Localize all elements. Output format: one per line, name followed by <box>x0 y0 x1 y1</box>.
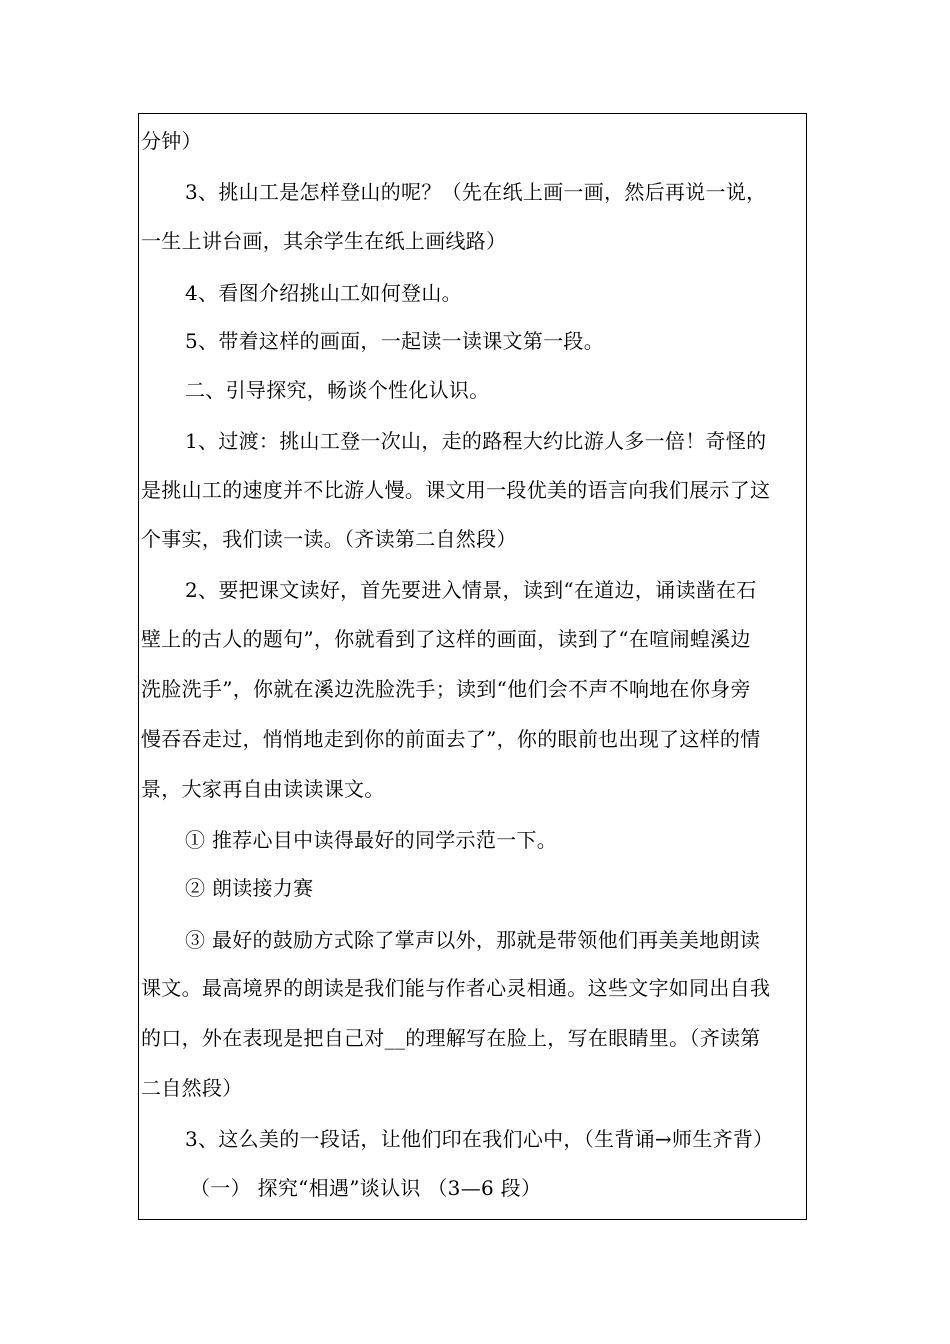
section-heading: 二、引导探究，畅谈个性化认识。 <box>185 378 490 402</box>
text-line: 洗脸洗手”，你就在溪边洗脸洗手；读到“他们会不声不响地在你身旁 <box>141 677 751 701</box>
text-line: 5、带着这样的画面，一起读一读课文第一段。 <box>185 329 605 353</box>
text-line: 个事实，我们读一读。（齐读第二自然段） <box>141 527 517 551</box>
text-line: 的口，外在表现是把自己对__的理解写在脸上，写在眼睛里。（齐读第 <box>141 1026 761 1050</box>
text-line: 4、看图介绍挑山工如何登山。 <box>185 281 462 305</box>
text-line: 分钟） <box>141 129 202 153</box>
text-line: 课文。最高境界的朗读是我们能与作者心灵相通。这些文字如同出自我 <box>141 976 771 1000</box>
text-line: 慢吞吞走过，悄悄地走到你的前面去了”，你的眼前也出现了这样的情 <box>141 727 761 751</box>
text-line: 二自然段） <box>141 1076 243 1100</box>
text-line: 是挑山工的速度并不比游人慢。课文用一段优美的语言向我们展示了这 <box>141 478 771 502</box>
text-line: 2、要把课文读好，首先要进入情景，读到“在道边，诵读凿在石 <box>185 578 757 602</box>
text-line: 壁上的古人的题句”，你就看到了这样的画面，读到了“在喧闹蝗溪边 <box>141 627 751 651</box>
text-line: 3、这么美的一段话，让他们印在我们心中，（生背诵→师生齐背） <box>185 1127 774 1151</box>
text-line: 1、过渡：挑山工登一次山，走的路程大约比游人多一倍！奇怪的 <box>185 429 767 453</box>
list-item: ② 朗读接力赛 <box>185 876 314 900</box>
list-item: ① 推荐心目中读得最好的同学示范一下。 <box>185 828 558 852</box>
subsection-heading: （一） 探究“相遇”谈认识 （3—6 段） <box>190 1176 542 1200</box>
text-line: 景，大家再自由读读课文。 <box>141 777 385 801</box>
text-line: 3、挑山工是怎样登山的呢？（先在纸上画一画，然后再说一说， <box>185 180 767 204</box>
list-item: ③ 最好的鼓励方式除了掌声以外，那就是带领他们再美美地朗读 <box>185 928 761 952</box>
text-line: 一生上讲台画，其余学生在纸上画线路） <box>141 229 507 253</box>
